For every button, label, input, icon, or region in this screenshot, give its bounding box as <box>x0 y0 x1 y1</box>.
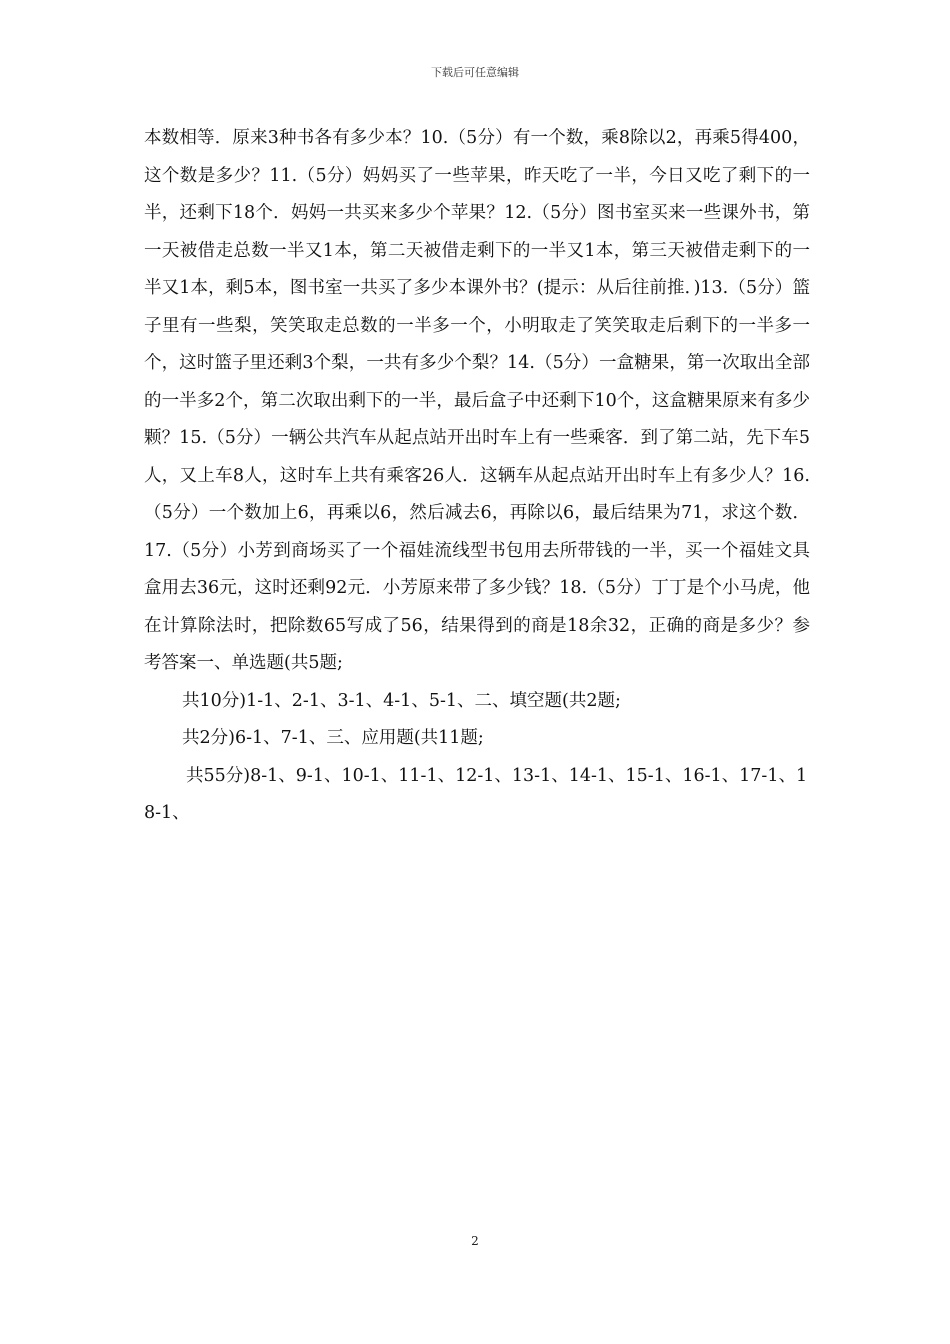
answer-line-single-choice: 共10分)1-1、2-1、3-1、4-1、5-1、二、填空题(共2题; <box>182 690 621 711</box>
question-paragraph: 本数相等．原来3种书各有多少本？10.（5分）有一个数，乘8除以2，再乘5得400，这个数是多少？11.（5分）妈妈买了一些苹果，昨天吃了一半，今日又吃了剩下的一半，还剩下18个．妈妈一共买来多少个苹果？12.（5分）图书室买来一些课外书，第一天被借走总数一半又1本，第二天被借走剩下的一半又1本，第三天被借走剩下的一半又1本，剩5本，图书室一共买了多少本课外书？(提示：从后往前推．)13.（5分）篮子里有一些梨，笑笑取走总数的一半多一个，小明取走了笑笑取走后剩下的一半多一个，这时篮子里还剩3个梨，一共有多少个梨？14.（5分）一盒糖果，第一次取出全部的一半多2个，第二次取出剩下的一半，最后盒子中还剩下10个，这盒糖果原来有多少颗？15.（5分）一辆公共汽车从起点站开出时车上有一些乘客．到了第二站，先下车5人，又上车8人，这时车上共有乘客26人．这辆车从起点站开出时车上有多少人？16.（5分）一个数加上6，再乘以6，然后减去6，再除以6，最后结果为71，求这个数．17.（5分）小芳到商场买了一个福娃流线型书包用去所带钱的一半，买一个福娃文具盒用去36元，这时还剩92元．小芳原来带了多少钱？18.（5分）丁丁是个小马虎，他在计算除法时，把除数65写成了56，结果得到的商是18余32，正确的商是多少？参考答案一、单选题(共5题; <box>144 128 810 673</box>
page-header: 下载后可任意编辑 <box>431 66 519 79</box>
answer-line-application: 共55分)8-1、9-1、10-1、11-1、12-1、13-1、14-1、15-1、16-1、17-1、18-1、 <box>144 765 808 823</box>
answer-line-fill-blank: 共2分)6-1、7-1、三、应用题(共11题; <box>182 728 484 748</box>
document-body <box>144 120 810 833</box>
page-number: 2 <box>471 1234 479 1248</box>
